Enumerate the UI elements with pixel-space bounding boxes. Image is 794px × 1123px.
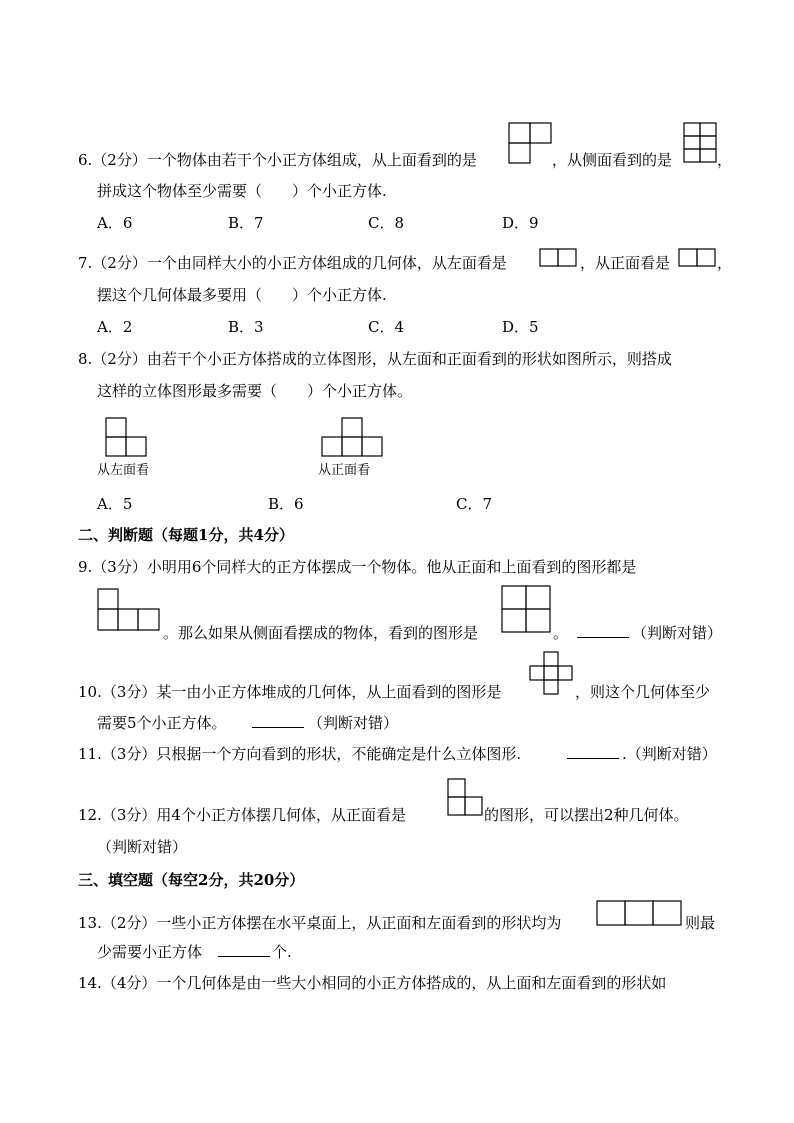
q12-line1-b: 的图形，可以摆出2种几何体。 [484, 806, 689, 824]
q6-option-d: D．9 [502, 214, 539, 232]
q7-line1-b: ，从正面看是 [580, 254, 671, 272]
q10-answer-blank[interactable] [252, 713, 304, 733]
q8-caption-front: 从正面看 [318, 463, 371, 478]
q7-line2: 摆这个几何体最多要用（ ）个小正方体. [97, 286, 387, 304]
q11-line1-a: 11.（3分）只根据一个方向看到的形状，不能确定是什么立体图形. [78, 745, 522, 763]
q8-caption-left: 从左面看 [97, 463, 150, 478]
q7-option-b: B．3 [228, 318, 264, 336]
q6-option-c: C．8 [368, 214, 405, 232]
q9-line2-b: 。 [553, 624, 569, 642]
q7-line1-a: 7.（2分）一个由同样大小的小正方体组成的几何体，从左面看是 [78, 254, 507, 272]
q8-line1: 8.（2分）由若干个小正方体搭成的立体图形，从左面和正面看到的形状如图所示，则搭成 [78, 350, 672, 368]
section-3-heading: 三、填空题（每空2分，共20分） [78, 871, 305, 889]
q12-front-view-figure [447, 778, 483, 816]
q13-view-figure [596, 900, 682, 926]
q7-option-c: C．4 [368, 318, 405, 336]
q9-front-top-figure [97, 588, 161, 632]
q6-line1-a: 6.（2分）一个物体由若干个小正方体组成，从上面看到的是 [78, 151, 477, 169]
q10-line2-a: 需要5个小正方体。 [97, 714, 227, 732]
q6-option-a: A．6 [97, 214, 133, 232]
q8-option-c: C．7 [456, 495, 493, 513]
q8-option-b: B．6 [268, 495, 304, 513]
q9-side-view-figure [501, 585, 551, 633]
q13-line2-a: 少需要小正方体 [97, 943, 203, 961]
q10-line1-a: 10.（3分）某一由小正方体堆成的几何体，从上面看到的图形是 [78, 683, 502, 701]
q7-option-d: D．5 [502, 318, 539, 336]
q13-line1-a: 13.（2分）一些小正方体摆在水平桌面上，从正面和左面看到的形状均为 [78, 914, 562, 932]
section-2-heading: 二、判断题（每题1分，共4分） [78, 526, 294, 544]
q6-line1-b: ，从侧面看到的是 [552, 151, 673, 169]
q6-top-view-figure [508, 122, 552, 164]
q11-line1-b: .（判断对错） [622, 745, 717, 763]
q8-front-view-figure [321, 417, 383, 457]
q10-line2-b: （判断对错） [308, 714, 399, 732]
q8-line2: 这样的立体图形最多需要（ ）个小正方体。 [97, 382, 413, 400]
q6-option-b: B．7 [228, 214, 264, 232]
q11-answer-blank[interactable] [567, 744, 619, 764]
q8-left-view-figure [105, 417, 149, 457]
q7-front-view-figure [678, 248, 716, 268]
q10-line1-b: ，则这个几何体至少 [575, 683, 711, 701]
q8-option-a: A．5 [97, 495, 133, 513]
q10-top-view-figure [529, 651, 573, 695]
q7-left-view-figure [539, 248, 577, 268]
q14-line1: 14.（4分）一个几何体是由一些大小相同的小正方体搭成的，从上面和左面看到的形状如 [78, 974, 667, 992]
q12-line2: （判断对错） [97, 838, 188, 856]
q9-line1: 9.（3分）小明用6个同样大的正方体摆成一个物体。他从正面和上面看到的图形都是 [78, 558, 637, 576]
q6-line2: 拼成这个物体至少需要（ ）个小正方体. [97, 182, 387, 200]
q12-line1-a: 12.（3分）用4个小正方体摆几何体，从正面看是 [78, 806, 406, 824]
q13-answer-blank[interactable] [218, 942, 270, 962]
q7-line1-c: ， [717, 254, 733, 272]
q9-line2-a: 。那么如果从侧面看摆成的物体，看到的图形是 [163, 624, 479, 642]
q13-line2-b: 个. [272, 943, 292, 961]
q6-line1-c: ， [717, 151, 733, 169]
q9-line2-c: （判断对错） [632, 624, 723, 642]
q6-side-view-figure [683, 122, 717, 164]
q9-answer-blank[interactable] [577, 623, 629, 643]
q13-line1-b: 则最 [685, 914, 716, 932]
q7-option-a: A．2 [97, 318, 133, 336]
